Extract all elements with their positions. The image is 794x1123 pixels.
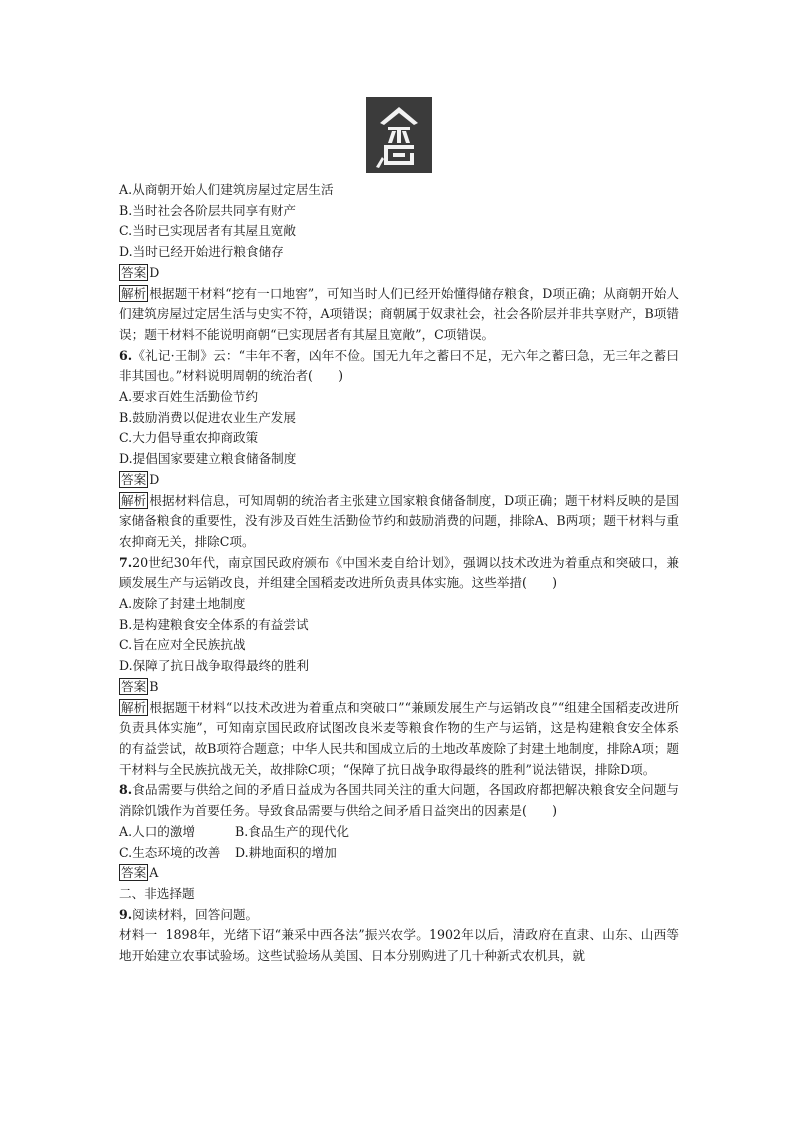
answer-label: 答案 bbox=[121, 264, 147, 280]
material-label: 材料一 bbox=[119, 927, 158, 943]
question-text: 阅读材料，回答问题。 bbox=[132, 906, 259, 922]
ancient-character-image bbox=[366, 97, 432, 173]
q8-stem bbox=[119, 780, 679, 821]
exercise-content bbox=[119, 180, 679, 967]
analysis-label: 解析 bbox=[121, 285, 147, 301]
analysis-label: 解析 bbox=[121, 492, 147, 508]
q6-option-c: C.大力倡导重农抑商政策 bbox=[119, 430, 259, 446]
q8-option-c: C.生态环境的改善 bbox=[119, 844, 221, 860]
q5-option-a: A.从商朝开始人们建筑房屋过定居生活 bbox=[119, 182, 334, 197]
analysis-text: 根据题干材料“挖有一口地窖”，可知当时人们已经开始懂得储存粮食，D项正确；从商朝开始人们建筑房屋过定居生活与史实不符，A项错误；商朝属于奴隶社会，社会各阶层并非共享财产，B项错误；题干材料不能说明商朝“已实现居者有其屋且宽敞”，C项错误。 bbox=[119, 285, 679, 342]
q6-analysis bbox=[119, 491, 679, 553]
q5-option-c: C.当时已实现居者有其屋且宽敞 bbox=[119, 223, 296, 239]
q5-option-b: B.当时社会各阶层共同享有财产 bbox=[119, 202, 296, 218]
q7-stem bbox=[119, 553, 679, 594]
q8-option-b: B.食品生产的现代化 bbox=[235, 823, 350, 839]
q7-answer bbox=[119, 677, 679, 698]
q5-option-d: D.当时已经开始进行粮食储存 bbox=[119, 244, 284, 260]
question-number: 9. bbox=[119, 906, 133, 922]
answer-value: D bbox=[149, 471, 160, 487]
q8-option-d: D.耕地面积的增加 bbox=[235, 844, 337, 860]
q8-answer bbox=[119, 863, 679, 884]
q7-option-d: D.保障了抗日战争取得最终的胜利 bbox=[119, 658, 309, 674]
q7-option-b: B.是构建粮食安全体系的有益尝试 bbox=[119, 616, 309, 632]
section-title: 二、非选择题 bbox=[119, 885, 195, 901]
q5-answer bbox=[119, 263, 679, 284]
q6-stem bbox=[119, 346, 679, 387]
question-text: 20世纪30年代，南京国民政府颁布《中国米麦自给计划》，强调以技术改进为着重点和突破口，兼顾发展生产与运销改良，并组建全国稻麦改进所负责具体实施。这些举措( ) bbox=[119, 554, 679, 591]
granary-glyph-icon bbox=[366, 97, 432, 173]
q6-option-a: A.要求百姓生活勤俭节约 bbox=[119, 389, 259, 405]
q9-material bbox=[119, 925, 679, 966]
q7-option-c: C.旨在应对全民族抗战 bbox=[119, 637, 246, 653]
q8-option-a: A.人口的激增 bbox=[119, 823, 196, 839]
q8-options-row-1 bbox=[119, 822, 679, 843]
question-number: 7. bbox=[119, 554, 133, 570]
q9-stem bbox=[119, 905, 679, 926]
question-text: 食品需要与供给之间的矛盾日益成为各国共同关注的重大问题，各国政府都把解决粮食安全问题与消除饥饿作为首要任务。导致食品需要与供给之间矛盾日益突出的因素是( ) bbox=[119, 782, 679, 819]
analysis-text: 根据材料信息，可知周朝的统治者主张建立国家粮食储备制度，D项正确；题干材料反映的是国家储备粮食的重要性，没有涉及百姓生活勤俭节约和鼓励消费的问题，排除A、B两项；题干材料与重农抑商无关，排除C项。 bbox=[119, 492, 679, 549]
q8-options-row-2 bbox=[119, 843, 679, 864]
answer-label: 答案 bbox=[121, 678, 147, 694]
question-number: 6. bbox=[119, 347, 133, 363]
answer-value: D bbox=[149, 264, 160, 280]
answer-label: 答案 bbox=[121, 471, 147, 487]
q6-option-d: D.提倡国家要建立粮食储备制度 bbox=[119, 451, 297, 467]
answer-label: 答案 bbox=[121, 865, 147, 881]
material-text: 1898年，光绪下诏“兼采中西各法”振兴农学。1902年以后，清政府在直隶、山东、山西等地开始建立农事试验场。这些试验场从美国、日本分别购进了几十种新式农机具，就 bbox=[119, 927, 680, 964]
q7-option-a: A.废除了封建土地制度 bbox=[119, 596, 246, 612]
q7-analysis bbox=[119, 698, 679, 781]
analysis-text: 根据题干材料“以技术改进为着重点和突破口”“兼顾发展生产与运销改良”“组建全国稻麦改进所负责具体实施”，可知南京国民政府试图改良米麦等粮食作物的生产与运销，这是构建粮食安全体系的有益尝试，故B项符合题意；中华人民共和国成立后的土地改革废除了封建土地制度，排除A项；题干材料与全民族抗战无关，故排除C项；“保障了抗日战争取得最终的胜利”说法错误，排除D项。 bbox=[119, 699, 679, 777]
answer-value: B bbox=[149, 678, 159, 694]
question-text: 《礼记·王制》云：“丰年不奢，凶年不俭。国无九年之蓄曰不足，无六年之蓄曰急，无三年之蓄曰非其国也。”材料说明周朝的统治者( ) bbox=[119, 347, 679, 384]
q5-analysis bbox=[119, 284, 679, 346]
analysis-label: 解析 bbox=[121, 699, 147, 715]
question-number: 8. bbox=[119, 782, 133, 798]
q6-option-b: B.鼓励消费以促进农业生产发展 bbox=[119, 409, 296, 425]
q6-answer bbox=[119, 470, 679, 491]
answer-value: A bbox=[149, 865, 159, 881]
